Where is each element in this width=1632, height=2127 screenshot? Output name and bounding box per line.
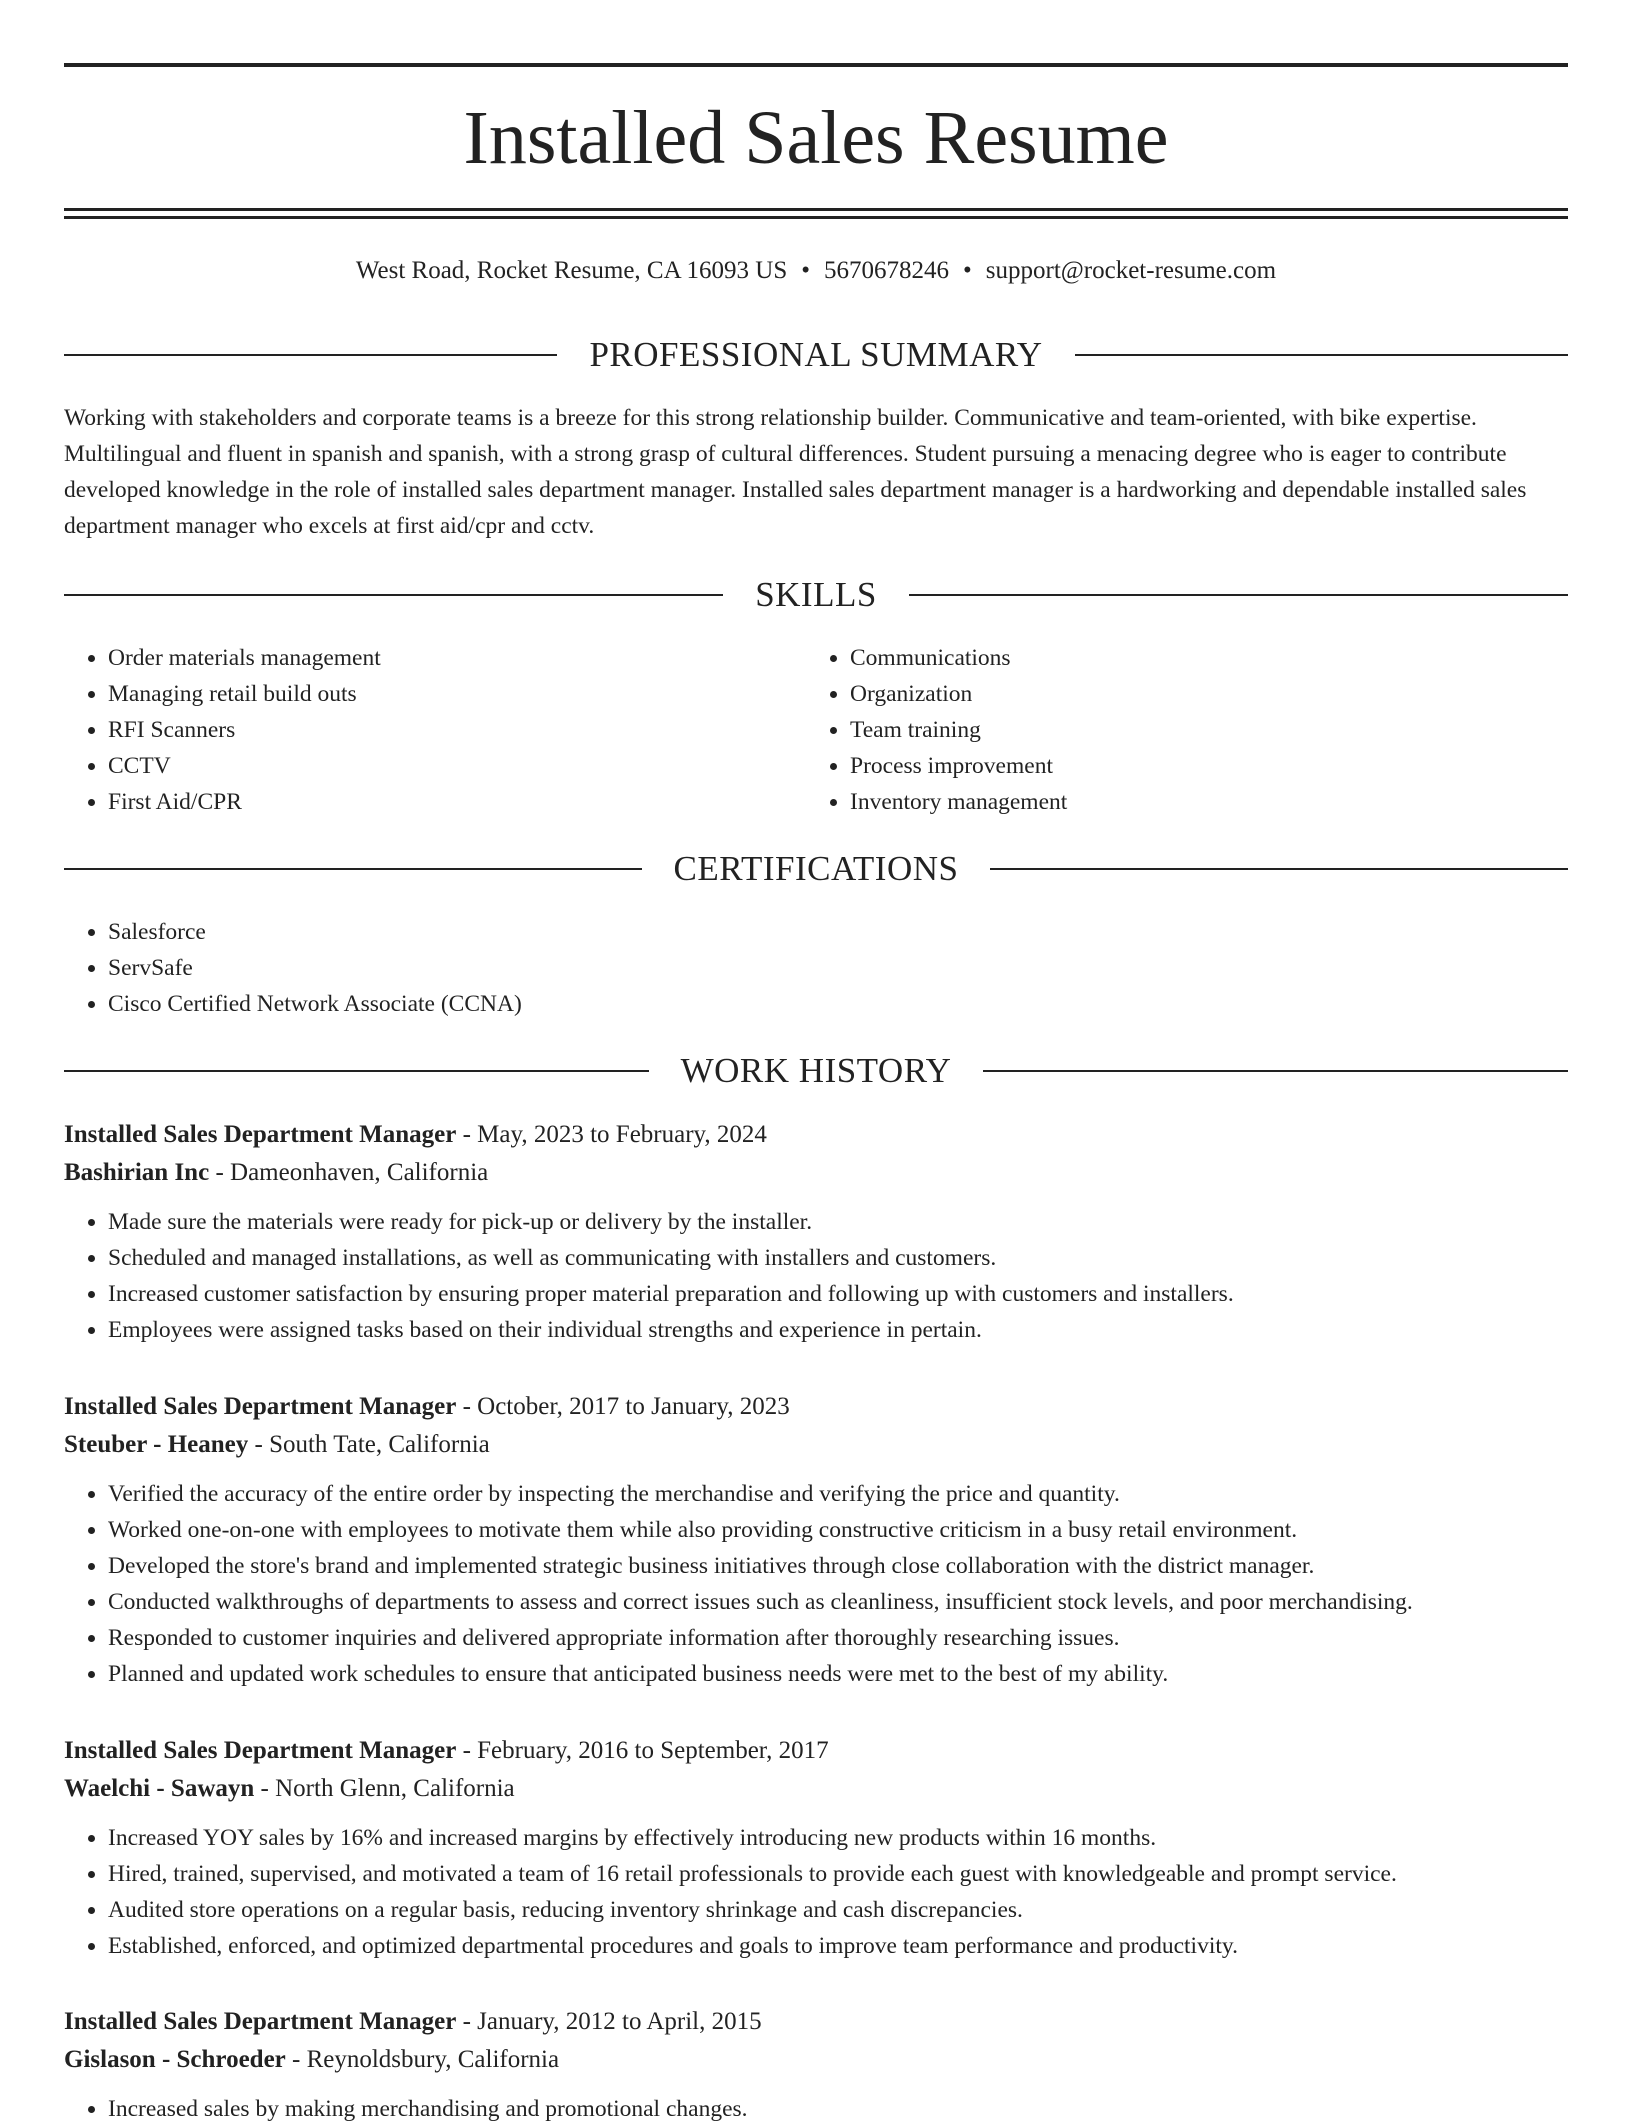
summary-section-heading bbox=[64, 333, 1568, 377]
skill-item: • Order materials management bbox=[108, 640, 804, 676]
contact-email[interactable]: support@rocket-resume.com bbox=[985, 257, 1277, 284]
job-title-line bbox=[64, 1116, 1568, 1154]
job-location: - South Tate, California bbox=[254, 1431, 490, 1458]
certifications-list bbox=[64, 914, 1568, 1022]
job-bullet: • Verified the accuracy of the entire order by inspecting the merchandise and verifying the price and quantity. bbox=[108, 1476, 1568, 1512]
job-entry bbox=[64, 1732, 1568, 1964]
job-title: Installed Sales Department Manager bbox=[64, 1393, 457, 1420]
job-company-line bbox=[64, 1770, 1568, 1808]
skill-item: • Team training bbox=[850, 712, 1546, 748]
job-title-line bbox=[64, 2003, 1568, 2041]
job-dates: - February, 2016 to September, 2017 bbox=[462, 1737, 829, 1764]
job-bullets bbox=[64, 1204, 1568, 1348]
job-location: - North Glenn, California bbox=[260, 1775, 515, 1802]
job-entry bbox=[64, 1116, 1568, 1348]
contact-separator: • bbox=[963, 257, 972, 284]
certification-item: • Salesforce bbox=[108, 914, 1568, 950]
job-title-line bbox=[64, 1388, 1568, 1426]
certifications-block bbox=[64, 914, 1568, 1022]
job-company-line bbox=[64, 2041, 1568, 2079]
job-bullet: • Developed the store's brand and implemented strategic business initiatives through close collaboration with the district manager. bbox=[108, 1548, 1568, 1584]
job-company: Gislason - Schroeder bbox=[64, 2046, 286, 2073]
contact-separator: • bbox=[801, 257, 810, 284]
summary-text: Working with stakeholders and corporate teams is a breeze for this strong relationship builder. Communicative and team-oriented, with bike expertise. Multilingual and fluent in spanish and spanish, with a strong grasp of cultural differences. Student pursuing a menacing degree who is eager to contribute developed knowledge in the role of installed sales department manager. Installed sales department manager is a hardworking and dependable installed sales department manager who excels at first aid/cpr and cctv. bbox=[64, 405, 1527, 539]
contact-phone: 5670678246 bbox=[824, 257, 949, 284]
job-entry bbox=[64, 1388, 1568, 1692]
heading-rule bbox=[64, 354, 557, 356]
job-bullet: • Employees were assigned tasks based on their individual strengths and experience in pertain. bbox=[108, 1312, 1568, 1348]
heading-rule bbox=[990, 868, 1568, 870]
certifications-section-heading bbox=[64, 847, 1568, 891]
job-company: Bashirian Inc bbox=[64, 1159, 210, 1186]
job-dates: - October, 2017 to January, 2023 bbox=[462, 1393, 790, 1420]
certification-item: • ServSafe bbox=[108, 950, 1568, 986]
skills-heading-label: SKILLS bbox=[755, 575, 877, 614]
job-bullet: • Hired, trained, supervised, and motivated a team of 16 retail professionals to provide each guest with knowledgeable and prompt service. bbox=[108, 1856, 1568, 1892]
contact-address: West Road, Rocket Resume, CA 16093 US bbox=[355, 257, 788, 284]
job-bullet: • Scheduled and managed installations, as well as communicating with installers and customers. bbox=[108, 1240, 1568, 1276]
job-title: Installed Sales Department Manager bbox=[64, 1121, 457, 1148]
heading-rule bbox=[1075, 354, 1568, 356]
job-bullets bbox=[64, 2091, 1568, 2127]
skills-column-right bbox=[806, 640, 1546, 820]
skill-item: • Process improvement bbox=[850, 748, 1546, 784]
heading-rule bbox=[64, 594, 723, 596]
title-rule-upper bbox=[64, 208, 1568, 211]
skill-item: • CCTV bbox=[108, 748, 804, 784]
job-company-line bbox=[64, 1154, 1568, 1192]
heading-rule bbox=[64, 1070, 649, 1072]
job-bullet: • Planned and updated work schedules to ensure that anticipated business needs were met to the best of my ability. bbox=[108, 1656, 1568, 1692]
job-dates: - May, 2023 to February, 2024 bbox=[462, 1121, 767, 1148]
job-company: Steuber - Heaney bbox=[64, 1431, 249, 1458]
job-company: Waelchi - Sawayn bbox=[64, 1775, 255, 1802]
job-bullet: • Worked one-on-one with employees to motivate them while also providing constructive criticism in a busy retail environment. bbox=[108, 1512, 1568, 1548]
heading-rule bbox=[909, 594, 1568, 596]
job-bullet: • Increased customer satisfaction by ensuring proper material preparation and following up with customers and installers. bbox=[108, 1276, 1568, 1312]
skill-item: • Managing retail build outs bbox=[108, 676, 804, 712]
job-entry bbox=[64, 2003, 1568, 2127]
resume-title: Installed Sales Resume bbox=[463, 96, 1169, 180]
job-bullet: • Established, enforced, and optimized departmental procedures and goals to improve team performance and productivity. bbox=[108, 1928, 1568, 1964]
skill-item: • Communications bbox=[850, 640, 1546, 676]
job-bullet: • Audited store operations on a regular basis, reducing inventory shrinkage and cash discrepancies. bbox=[108, 1892, 1568, 1928]
skill-item: • First Aid/CPR bbox=[108, 784, 804, 820]
job-dates: - January, 2012 to April, 2015 bbox=[462, 2008, 762, 2035]
skill-item: • Inventory management bbox=[850, 784, 1546, 820]
job-title-line bbox=[64, 1732, 1568, 1770]
heading-rule bbox=[983, 1070, 1568, 1072]
work-history-section-heading bbox=[64, 1049, 1568, 1093]
top-rule bbox=[64, 63, 1568, 67]
skill-item: • RFI Scanners bbox=[108, 712, 804, 748]
job-bullet: • Increased sales by making merchandising and promotional changes. bbox=[108, 2091, 1568, 2127]
skills-list-left bbox=[64, 640, 804, 820]
skills-list-right bbox=[806, 640, 1546, 820]
heading-rule bbox=[64, 868, 642, 870]
work-history-heading-label: WORK HISTORY bbox=[680, 1051, 952, 1090]
title-rule-lower bbox=[64, 216, 1568, 219]
job-bullet: • Conducted walkthroughs of departments to assess and correct issues such as cleanliness, insufficient stock levels, and poor merchandising. bbox=[108, 1584, 1568, 1620]
skills-column-left bbox=[64, 640, 804, 820]
job-bullets bbox=[64, 1476, 1568, 1692]
job-title: Installed Sales Department Manager bbox=[64, 2008, 457, 2035]
job-bullet: • Increased YOY sales by 16% and increased margins by effectively introducing new products within 16 months. bbox=[108, 1820, 1568, 1856]
skills-section-heading bbox=[64, 573, 1568, 617]
skill-item: • Organization bbox=[850, 676, 1546, 712]
job-location: - Dameonhaven, California bbox=[215, 1159, 489, 1186]
job-location: - Reynoldsbury, California bbox=[292, 2046, 560, 2073]
job-bullet: • Responded to customer inquiries and delivered appropriate information after thoroughly researching issues. bbox=[108, 1620, 1568, 1656]
contact-line bbox=[64, 254, 1568, 288]
summary-heading-label: PROFESSIONAL SUMMARY bbox=[589, 335, 1043, 374]
job-bullet: • Made sure the materials were ready for pick-up or delivery by the installer. bbox=[108, 1204, 1568, 1240]
job-company-line bbox=[64, 1426, 1568, 1464]
job-title: Installed Sales Department Manager bbox=[64, 1737, 457, 1764]
job-bullets bbox=[64, 1820, 1568, 1964]
certification-item: • Cisco Certified Network Associate (CCNA) bbox=[108, 986, 1568, 1022]
certifications-heading-label: CERTIFICATIONS bbox=[673, 849, 959, 888]
